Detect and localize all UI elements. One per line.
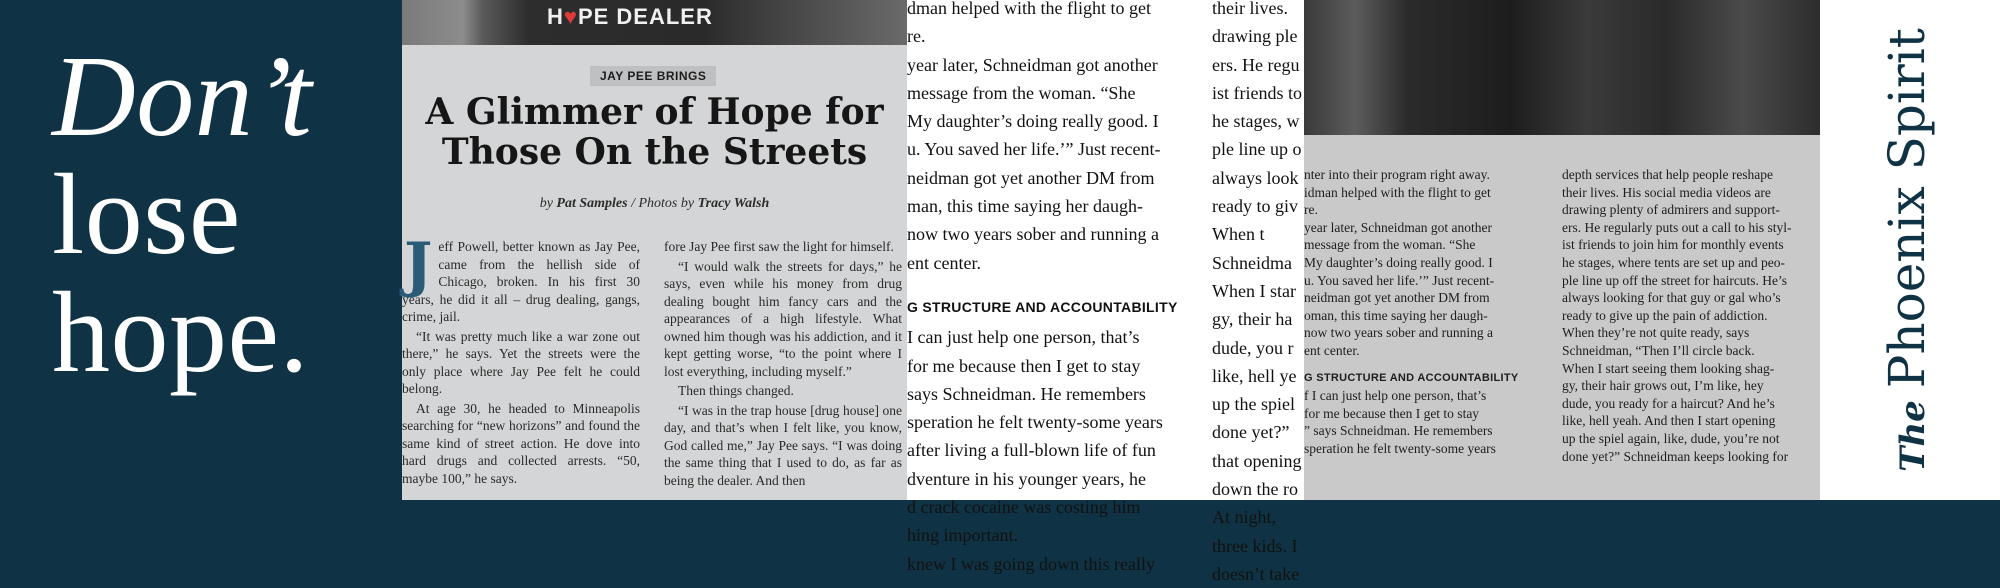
page2-column: dman helped with the flight to get re. year later, Schneidman got another message from the woman. “She My daughter’s doing really good. I u. You saved her life.’” Just recent- neidman got yet another DM from man, this time saying her daugh- now two years sober and running a ent center. G STRUCTURE AND ACCOUNTABILITY I can just help one person, that’s for me because then I get to stay says Schneidman. He remembers speration he felt twenty-some years after living a full-blown life of fun dventure in his younger years, he d crack cocaine was costing him hing important. knew I was going down this really [907,0,1207,578]
overlay-page [1304,0,1820,500]
slogan-line-2: lose [52,151,241,279]
brand-panel [1820,0,2000,500]
overlay-column-1: nter into their program right away. idman helped with the flight to get re. year later, Schneidman got another message from the woman. “She My daughter’s doing really good. I u. You saved her life.’” Just recent- neidman got yet another DM from oman, this time saying her daugh- now two years sober and running a ent center. G STRUCTURE AND ACCOUNTABILITY f I can just help one person, that’s for me because then I get to stay ” says Schneidman. He remembers speration he felt twenty-some years [1304,166,1544,458]
byline-author: Pat Samples [556,196,628,211]
slogan-line-1: Don’t [52,33,313,161]
byline-photographer: Tracy Walsh [697,196,770,211]
left-panel [0,0,402,500]
overlay-photo [1304,0,1820,135]
article-page [402,0,907,500]
article-kicker: JAY PEE BRINGS [590,66,716,86]
magazine-collage [402,0,1820,584]
slogan-heading [52,33,313,397]
text-page-2 [907,0,1212,574]
brand-the: The [1893,400,1933,472]
overlay-column-2: depth services that help people reshape their lives. His social media videos are drawing plenty of admirers and support- ers. He regularly puts out a call to his styl- ist friends to join him for monthly events he stages, where tents are set up and peo- ple line up off the street for haircuts. He’s always looking for that guy or gal who’s ready to give up the pain of addiction. When they’re not quite ready, says Schneidman, “Then I’ll circle back. When I start seeing them looking shag- gy, their hair grows out, I’m like, hey dude, you ready for a haircut? And he’s like, hell yeah. And then I start opening up the spiel again, like, dude, you’re not done yet?” Schneidman keeps looking for [1562,167,1792,464]
section-subhead: G STRUCTURE AND ACCOUNTABILITY [907,298,1178,315]
drop-cap: J [404,230,433,300]
text-page-3 [1212,0,1820,584]
article-column-1: Jeff Powell, better known as Jay Pee, came from the hellish side of Chicago, broken. In his first 30 years, he did it all – drug dealing, gangs, crime, jail. “It was pretty much like a war zone out there,” he says. Yet the streets were the only place where Jay Pee felt he could belong. At age 30, he headed to Minneapolis searching for “new horizons” and found the same kind of street action. He dove into hard drugs and collected arrests. “50, maybe 100,” he says. [402,230,640,486]
heart-icon: ♥ [563,4,578,29]
slogan-line-3: hope. [52,269,309,397]
article-headline: A Glimmer of Hope for Those On the Streets [425,91,884,173]
overlay-subhead: G STRUCTURE AND ACCOUNTABILITY [1304,371,1519,384]
brand-name: Phoenix Spirit [1878,28,1936,389]
article-byline: by Pat Samples / Photos by Tracy Walsh [539,196,770,211]
shirt-logo: H♥PE DEALER [547,4,713,29]
article-column-2: fore Jay Pee first saw the light for himself. “I would walk the streets for days,” he says, even while his money from drug dealing bought him fancy cars and the appearances of a high lifestyle. What owned him though was his addiction, and it kept getting worse, “to the point where I lost everything, including myself.” Then things changed. “I was in the trap house [drug house] one day, and that’s when I felt like, you know, God called me,” Jay Pee says. “I was doing the same thing that I used to do, as far as being the dealer. And then [664,239,902,488]
page3-column: their lives. drawing ple ers. He regu ist friends to he stages, w ple line up o always look ready to giv When t Schneidma When I star gy, their ha dude, you r like, hell ye up the spiel done yet?” that opening down the ro At night, three kids. I doesn’t take [1212,0,1302,584]
brand-logo [1879,28,1941,472]
article-photo [402,0,907,45]
